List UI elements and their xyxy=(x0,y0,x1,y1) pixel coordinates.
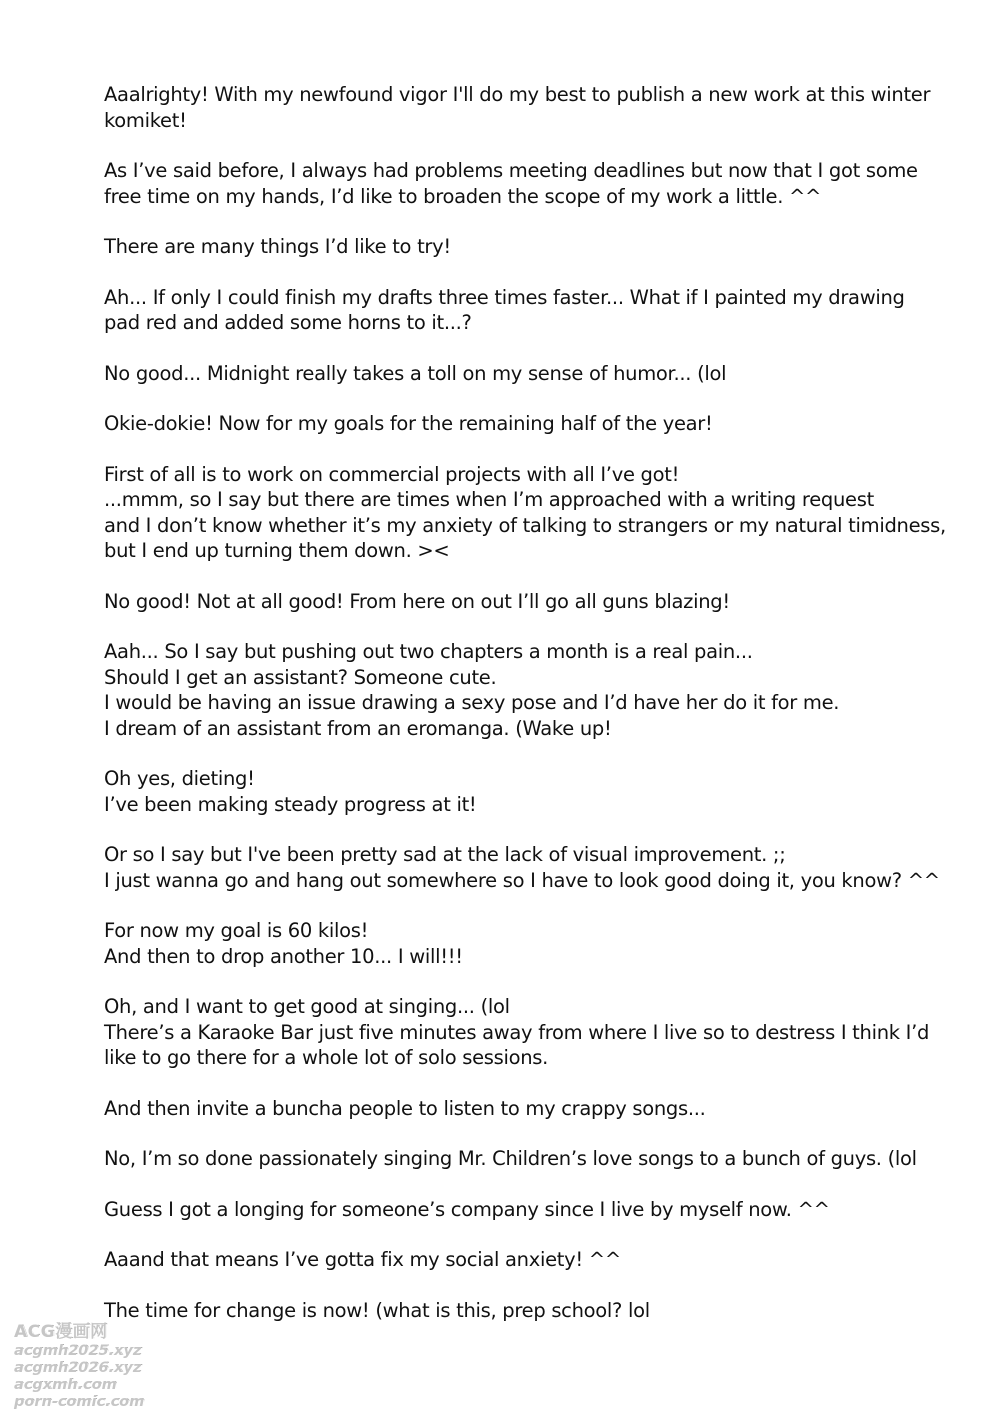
text-line: like to go there for a whole lot of solo sessions. xyxy=(104,1046,549,1069)
text-line: Aaand that means I’ve gotta fix my social anxiety! ^^ xyxy=(104,1248,621,1271)
paragraph xyxy=(104,462,946,564)
text-line: No, I’m so done passionately singing Mr. Children’s love songs to a bunch of guys. (lol xyxy=(104,1147,917,1170)
text-line: I’ve been making steady progress at it! xyxy=(104,792,477,816)
paragraph xyxy=(104,918,934,969)
paragraph xyxy=(104,994,934,1071)
text-line: Guess I got a longing for someone’s company since I live by myself now. ^^ xyxy=(104,1197,830,1221)
text-line: free time on my hands, I’d like to broaden the scope of my work a little. ^^ xyxy=(104,184,822,208)
text-line: Should I get an assistant? Someone cute. xyxy=(104,665,497,689)
text-line: Or so I say but I've been pretty sad at the lack of visual improvement. ;; xyxy=(104,843,786,866)
watermark-url: porn-comic.com xyxy=(14,1394,145,1410)
text-line: Aaalrighty! With my newfound vigor I'll do my best to publish a new work at this winter xyxy=(104,83,931,106)
text-line: but I end up turning them down. >< xyxy=(104,539,450,562)
text-line: and I don’t know whether it’s my anxiety of talking to strangers or my natural timidness, xyxy=(104,513,946,537)
watermark-url: acgmh2025.xyz xyxy=(14,1343,142,1359)
text-line: No good! Not at all good! From here on out I’ll go all guns blazing! xyxy=(104,589,730,613)
text-line: Ah... If only I could finish my drafts three times faster... What if I painted my drawing xyxy=(104,285,905,309)
paragraph xyxy=(104,1096,934,1122)
text-line: There are many things I’d like to try! xyxy=(104,235,451,258)
text-line: And then invite a buncha people to listen to my crappy songs... xyxy=(104,1096,706,1120)
text-line: For now my goal is 60 kilos! xyxy=(104,919,369,942)
text-line: Aah... So I say but pushing out two chapters a month is a real pain... xyxy=(104,640,753,663)
paragraph xyxy=(104,1298,934,1324)
text-line: I just wanna go and hang out somewhere so I have to look good doing it, you know? ^^ xyxy=(104,868,940,892)
paragraph xyxy=(104,285,934,336)
text-line: ...mmm, so I say but there are times when I’m approached with a writing request xyxy=(104,488,874,511)
text-line: And then to drop another 10... I will!!! xyxy=(104,944,463,968)
text-line: komiket! xyxy=(104,108,187,132)
text-line: No good... Midnight really takes a toll on my sense of humor... (lol xyxy=(104,361,727,385)
text-line: Oh yes, dieting! xyxy=(104,767,255,790)
text-line: First of all is to work on commercial projects with all I’ve got! xyxy=(104,462,680,486)
site-watermark xyxy=(14,1322,154,1411)
watermark-url: acgxmh.com xyxy=(14,1377,117,1393)
paragraph xyxy=(104,82,934,133)
paragraph xyxy=(104,411,934,437)
paragraph xyxy=(104,842,940,893)
text-line: The time for change is now! (what is this, prep school? lol xyxy=(104,1298,650,1322)
text-line: Okie-dokie! Now for my goals for the remaining half of the year! xyxy=(104,412,713,435)
text-line: I would be having an issue drawing a sexy pose and I’d have her do it for me. xyxy=(104,691,840,714)
paragraph xyxy=(104,1197,934,1223)
paragraph xyxy=(104,1146,934,1172)
watermark-url: acgmh2026.xyz xyxy=(14,1360,142,1376)
text-line: Oh, and I want to get good at singing... (lol xyxy=(104,995,510,1018)
text-line: As I’ve said before, I always had problems meeting deadlines but now that I got some xyxy=(104,159,918,182)
text-line: I dream of an assistant from an eromanga. (Wake up! xyxy=(104,716,612,740)
paragraph xyxy=(104,766,934,817)
document-body xyxy=(104,82,946,1348)
paragraph xyxy=(104,361,934,387)
paragraph xyxy=(104,234,934,260)
paragraph xyxy=(104,589,934,615)
watermark-logo: ACG漫画网 xyxy=(14,1322,108,1342)
paragraph xyxy=(104,158,934,209)
text-line: pad red and added some horns to it...? xyxy=(104,311,472,334)
paragraph xyxy=(104,639,934,741)
text-line: There’s a Karaoke Bar just five minutes away from where I live so to destress I think I’d xyxy=(104,1020,930,1044)
paragraph xyxy=(104,1247,934,1273)
